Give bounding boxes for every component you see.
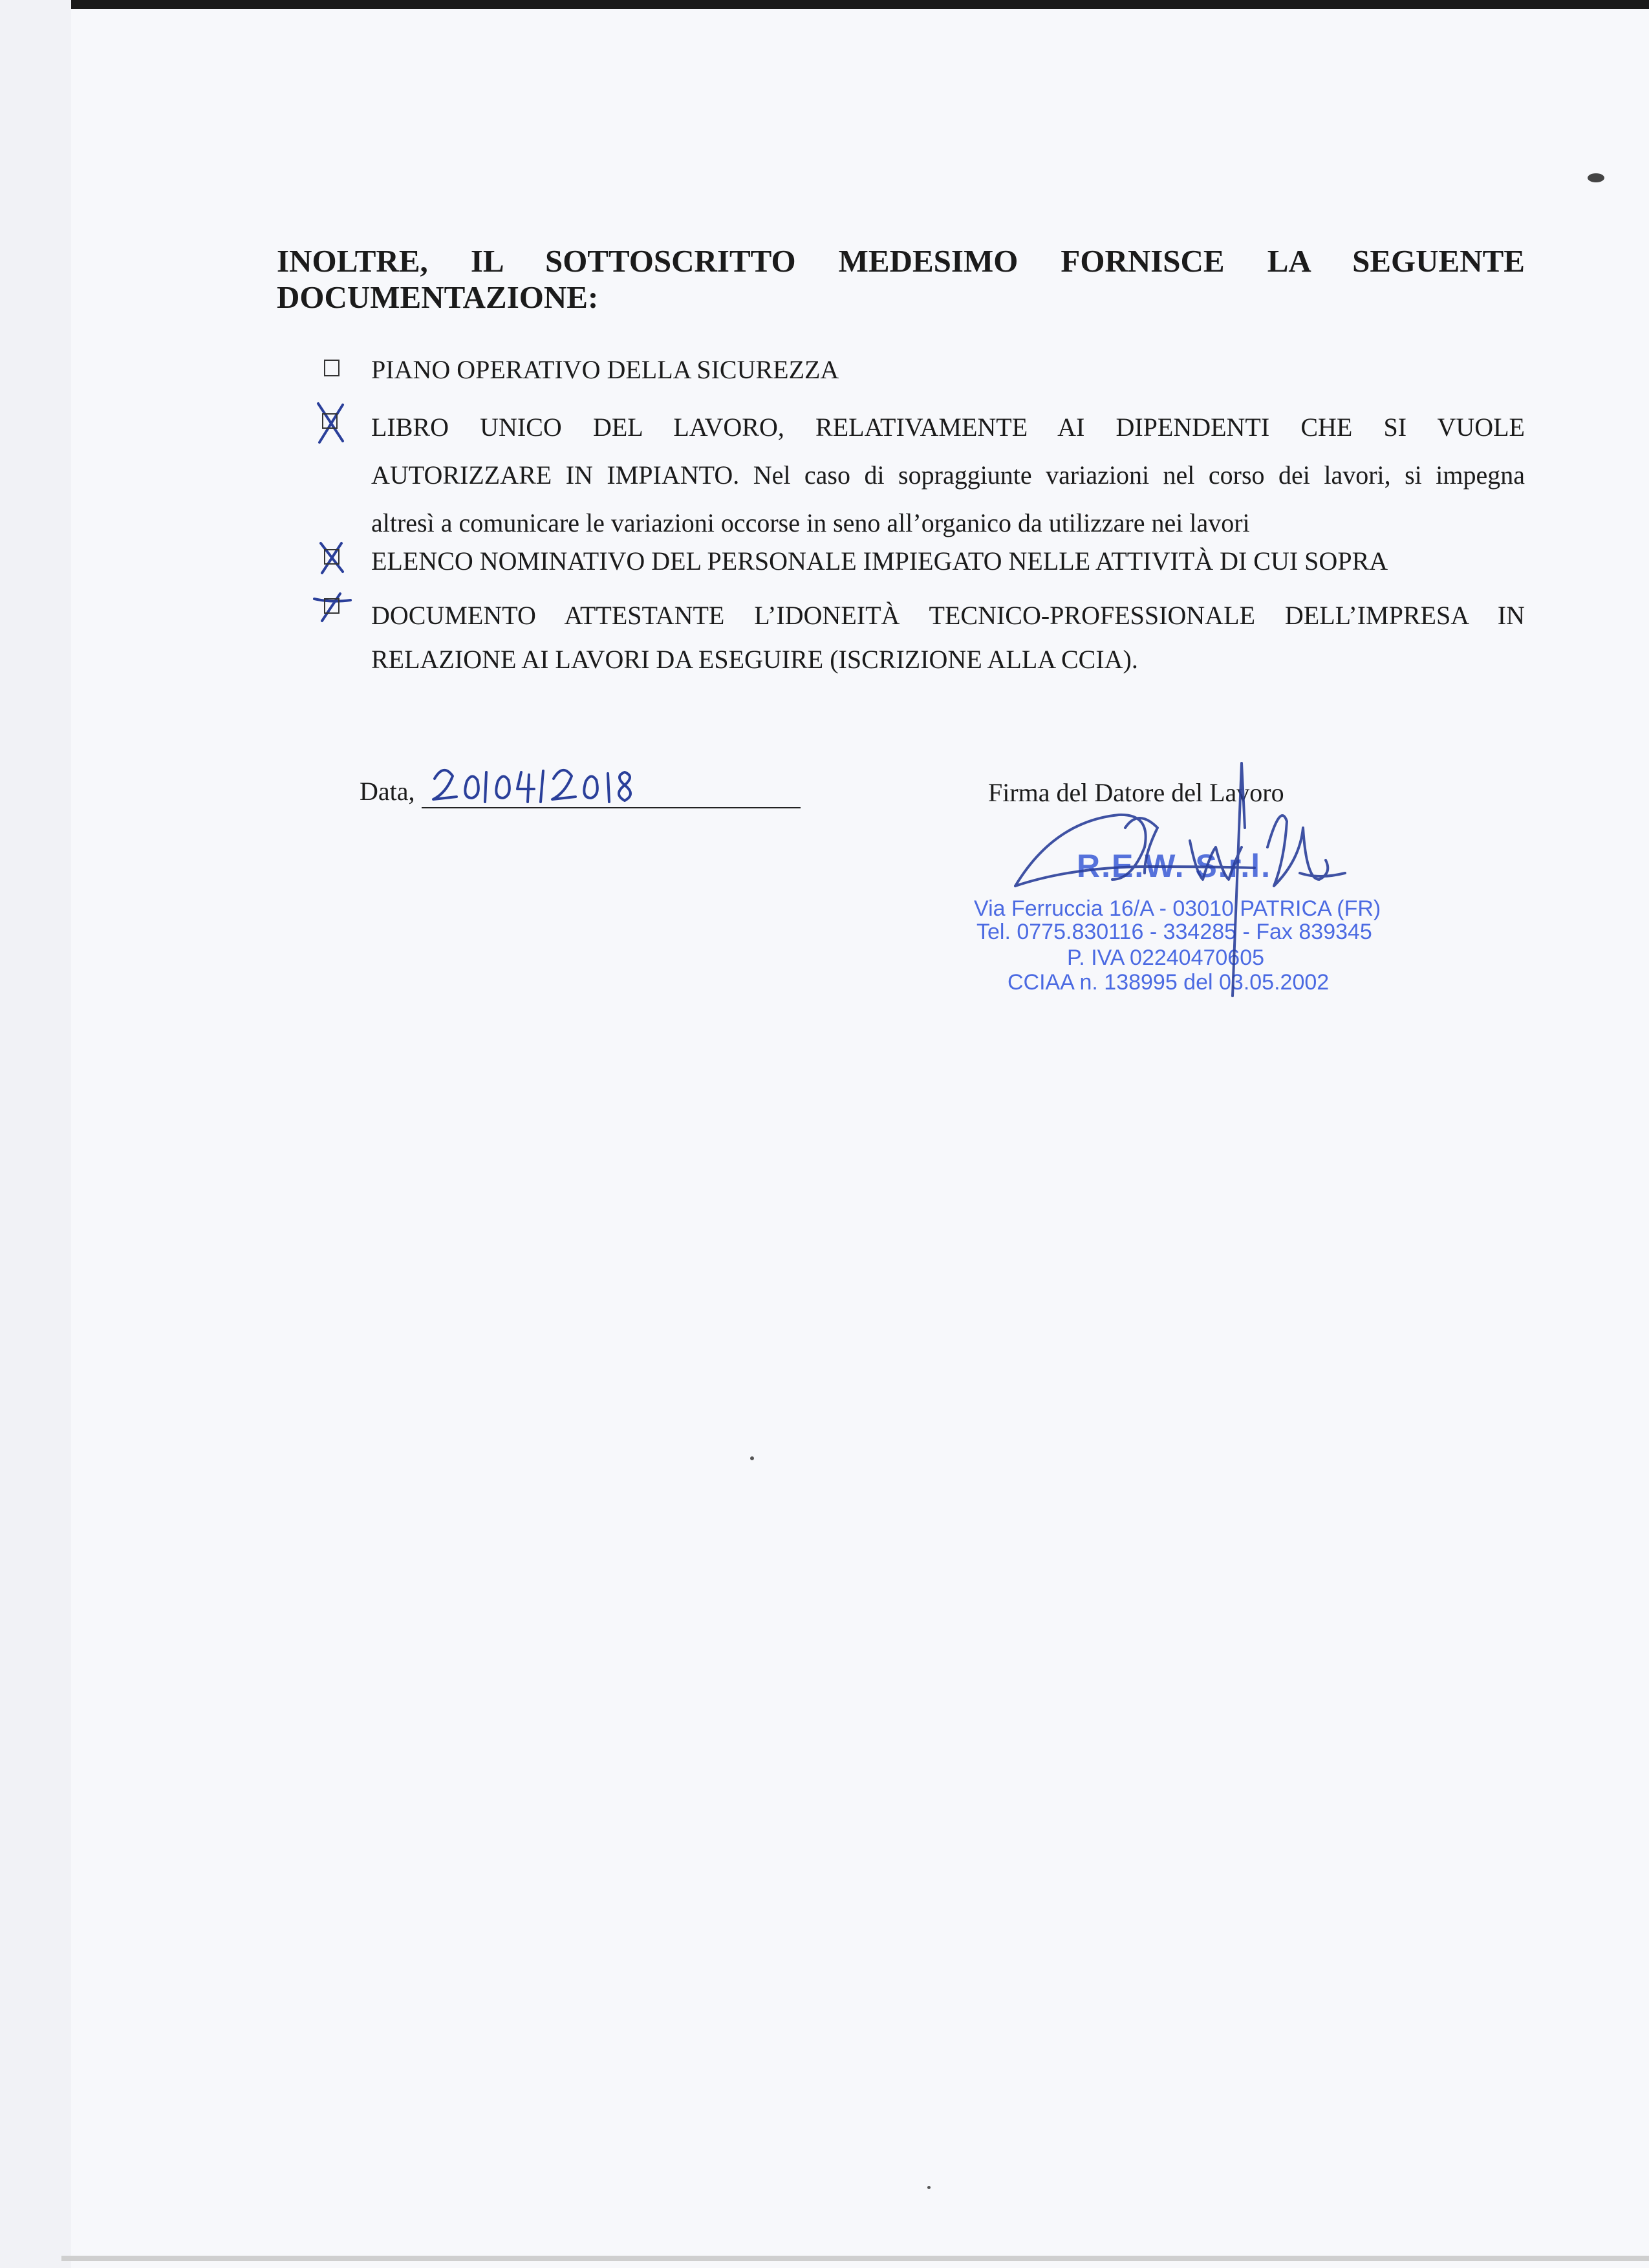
stamp-vat: P. IVA 02240470605 [1067,945,1265,970]
checkmark-x-icon[interactable] [316,539,348,576]
list-item [371,546,1525,576]
stamp-phone: Tel. 0775.830116 - 334285 - Fax 839345 [976,920,1372,944]
scan-shadow-left [0,0,71,2268]
list-item [371,354,1525,385]
list-item-text: ELENCO NOMINATIVO DEL PERSONALE IMPIEGATO NELLE ATTIVITÀ DI CUI SOPRA [371,546,1388,576]
stamp-cciaa: CCIAA n. 138995 del 03.05.2002 [1008,970,1330,995]
list-item-text: LIBRO UNICO DEL LAVORO, RELATIVAMENTE AI DIPENDENTI CHE SI VUOLE [371,413,1525,442]
list-item-text: RELAZIONE AI LAVORI DA ESEGUIRE (ISCRIZIONE ALLA CCIA). [371,645,1138,674]
handwritten-signature [996,750,1358,1022]
list-item-text: altresì a comunicare le variazioni occorse in seno all’organico da utilizzare nei lavori [371,508,1250,537]
checkmark-x-icon[interactable] [314,400,347,445]
scan-speck [750,1456,754,1460]
list-item [371,594,1525,682]
scan-speck [1588,173,1604,182]
handwritten-date [427,757,660,808]
list-item-text: PIANO OPERATIVO DELLA SICUREZZA [371,355,839,384]
list-item [371,404,1525,547]
scan-edge-bottom [61,2256,1649,2261]
scan-speck [927,2186,931,2189]
signature-label: Firma del Datore del Lavoro [988,778,1284,807]
scan-edge-top [0,0,1649,9]
document-heading: INOLTRE, IL SOTTOSCRITTO MEDESIMO FORNISCE LA SEGUENTE [277,243,1525,279]
stamp-address: Via Ferruccia 16/A - 03010 PATRICA (FR) [974,896,1381,921]
date-label: Data, [360,777,415,806]
checkmark-x-icon[interactable] [312,590,353,626]
list-item-text: AUTORIZZARE IN IMPIANTO. Nel caso di sopraggiunte variazioni nel corso dei lavori, si impegna [371,460,1525,490]
list-item-text: DOCUMENTO ATTESTANTE L’IDONEITÀ TECNICO-PROFESSIONALE DELL’IMPRESA IN [371,601,1525,630]
checkbox-piano-operativo[interactable] [324,360,339,376]
stamp-company-name: R.E.W. S.r.l. [1077,848,1272,884]
document-heading-line2: DOCUMENTAZIONE: [277,279,599,315]
